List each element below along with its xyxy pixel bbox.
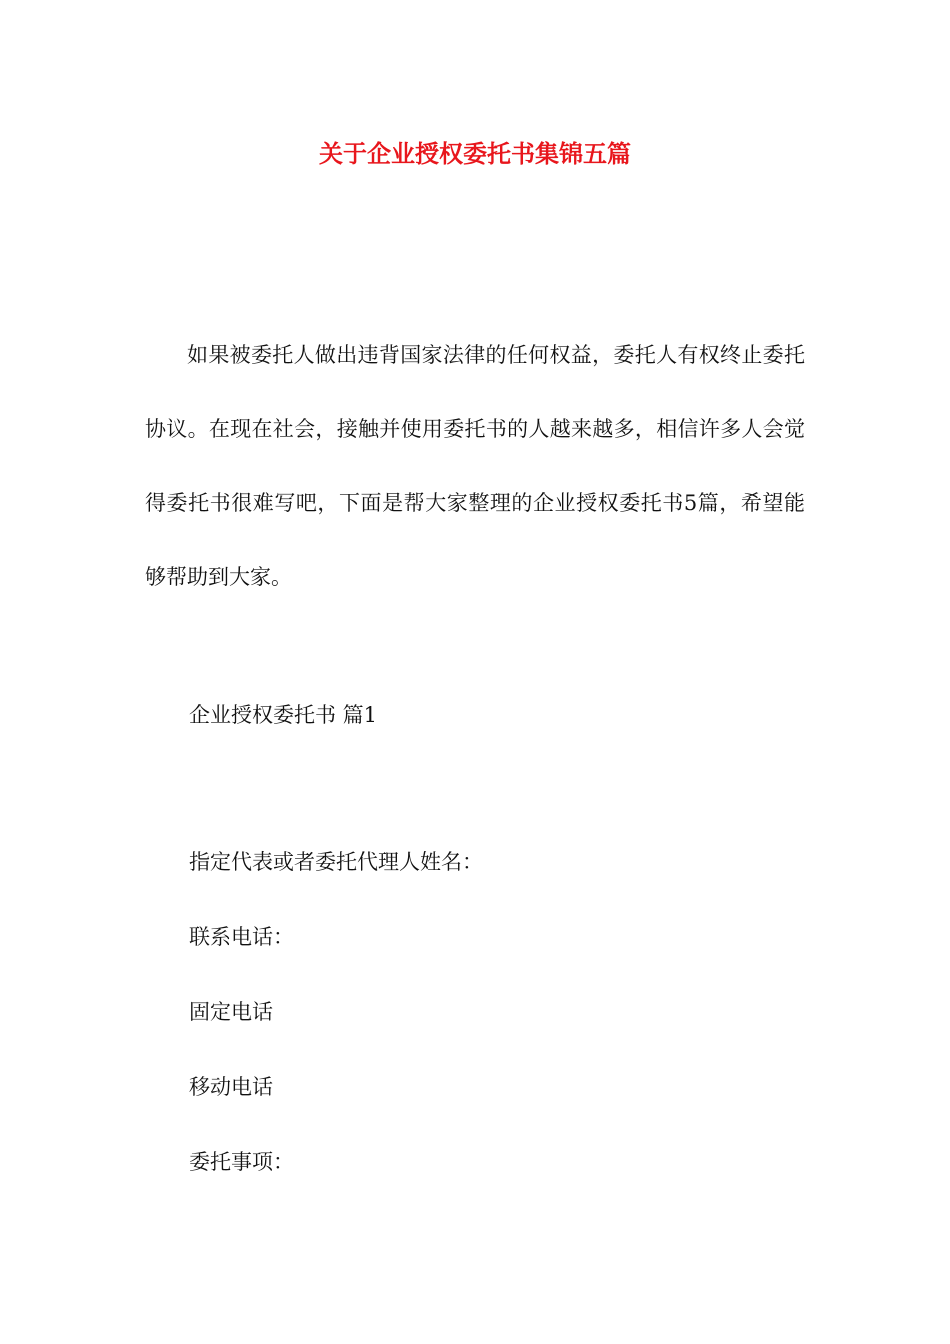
landline-field: 固定电话: [189, 1000, 273, 1024]
contact-phone-field: 联系电话：: [189, 925, 294, 949]
intro-paragraph: 如果被委托人做出违背国家法律的任何权益，委托人有权终止委托协议。在现在社会，接触并使用委托书的人越来越多，相信许多人会觉得委托书很难写吧，下面是帮大家整理的企业授权委托书5篇，希望能够帮助到大家。: [145, 343, 805, 589]
mobile-field: 移动电话: [189, 1075, 273, 1099]
matters-field: 委托事项：: [189, 1150, 294, 1174]
section-heading: 企业授权委托书 篇1: [189, 703, 378, 727]
agent-name-field: 指定代表或者委托代理人姓名：: [189, 850, 483, 874]
document-title: 关于企业授权委托书集锦五篇: [319, 139, 631, 168]
